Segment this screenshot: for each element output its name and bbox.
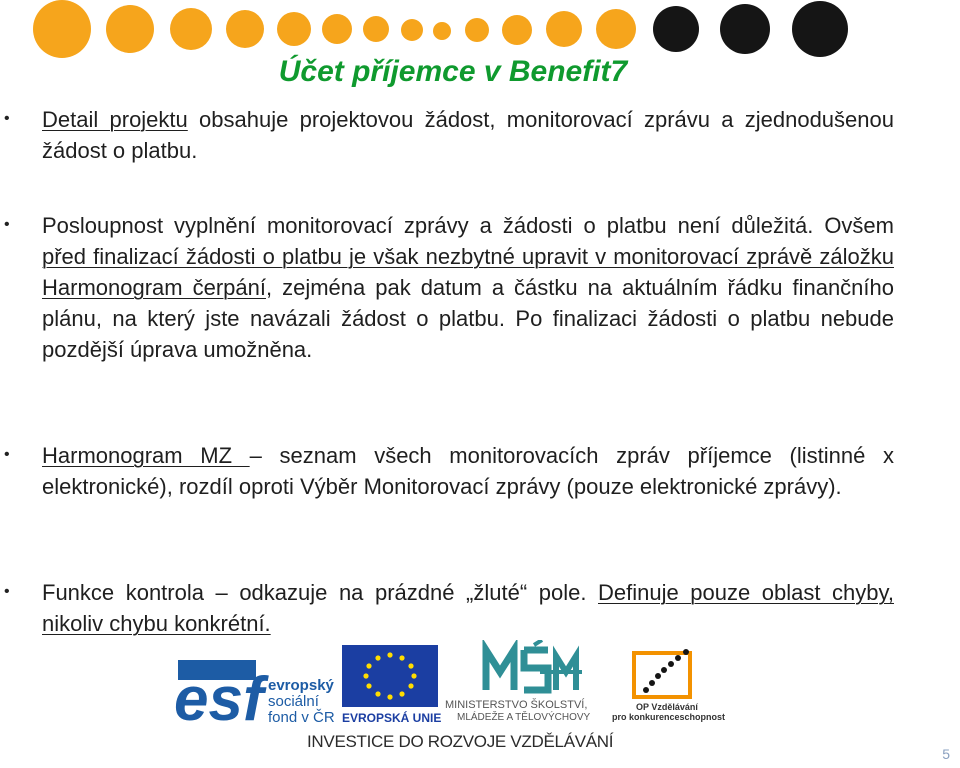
bullet-text [42, 577, 894, 639]
bullet-text-run: Funkce kontrola – odkazuje na prázdné „žluté“ pole. [42, 580, 598, 605]
orange-dot [322, 14, 352, 44]
orange-dot [33, 0, 91, 58]
decorative-dot-row [0, 0, 960, 62]
harmonogram-mz-link: Harmonogram MZ [42, 443, 250, 468]
slide-title: Účet příjemce v Benefit7 [278, 55, 628, 88]
op-logo-line: OP Vzdělávání [636, 702, 698, 712]
bullet-dot-icon: • [4, 446, 10, 463]
esf-logo-line: sociální [268, 693, 319, 710]
bullet-dot-icon: • [4, 110, 10, 127]
bullet-text [42, 440, 894, 502]
orange-dot [502, 15, 532, 45]
eu-caption: EVROPSKÁ UNIE [342, 711, 442, 725]
esf-logo-line: fond v ČR [268, 709, 335, 726]
orange-dot [363, 16, 389, 42]
esf-logo-line: evropský [268, 677, 334, 694]
eu-flag-logo [342, 645, 441, 725]
orange-dot [433, 22, 451, 40]
op-vzdelavani-logo [612, 649, 725, 722]
msmt-logo-line: MLÁDEŽE A TĚLOVÝCHOVY [457, 712, 591, 723]
bullet-text-run: obsahuje projektovou žádost, monitorovací zprávu a zjednodušenou žádost o platbu. [42, 107, 894, 163]
orange-dot [170, 8, 212, 50]
orange-dot [401, 19, 423, 41]
underlined-text-run: před finalizací žádosti o platbu je však nezbytné upravit v monitorovací zprávě záložku Harmonogram čerpání [42, 244, 894, 300]
orange-dot [277, 12, 311, 46]
orange-dot [465, 18, 489, 42]
bullet-text [42, 104, 894, 166]
msmt-logo-line: MINISTERSTVO ŠKOLSTVÍ, [445, 699, 588, 711]
esf-logo [174, 660, 335, 734]
orange-dot [546, 11, 582, 47]
bullet-text-run: Posloupnost vyplnění monitorovací zprávy a žádosti o platbu není důležitá. Ovšem [42, 213, 894, 238]
bullet-dot-icon: • [4, 583, 10, 600]
esf-logo-mark: esf [174, 665, 264, 734]
black-dot [720, 4, 770, 54]
bullet-text-run: – seznam všech monitorovacích zpráv příjemce (listinné x elektronické), rozdíl oproti Výběr Monitorovací zprávy (pouze elektronické zprávy). [42, 443, 895, 499]
msmt-logo [445, 640, 591, 723]
footer-slogan: INVESTICE DO ROZVOJE VZDĚLÁVÁNÍ [307, 732, 614, 751]
detail-projektu-link: Detail projektu [42, 107, 188, 132]
orange-dot [106, 5, 154, 53]
bullet-text [42, 210, 894, 365]
page-number: 5 [942, 746, 950, 762]
op-logo-line: pro konkurenceschopnost [612, 712, 726, 722]
bullet-dot-icon: • [4, 216, 10, 233]
orange-dot [226, 10, 264, 48]
black-dot [792, 1, 848, 57]
underlined-text-run: Definuje pouze oblast chyby, nikoliv chybu konkrétní. [42, 580, 894, 636]
bullet-text-run: , zejména pak datum a částku na aktuálním řádku finančního plánu, na který jste navázali žádost o platbu. Po finalizaci žádosti o platbu nebude pozdější úprava umožněna. [42, 275, 894, 362]
black-dot [653, 6, 699, 52]
orange-dot [596, 9, 636, 49]
